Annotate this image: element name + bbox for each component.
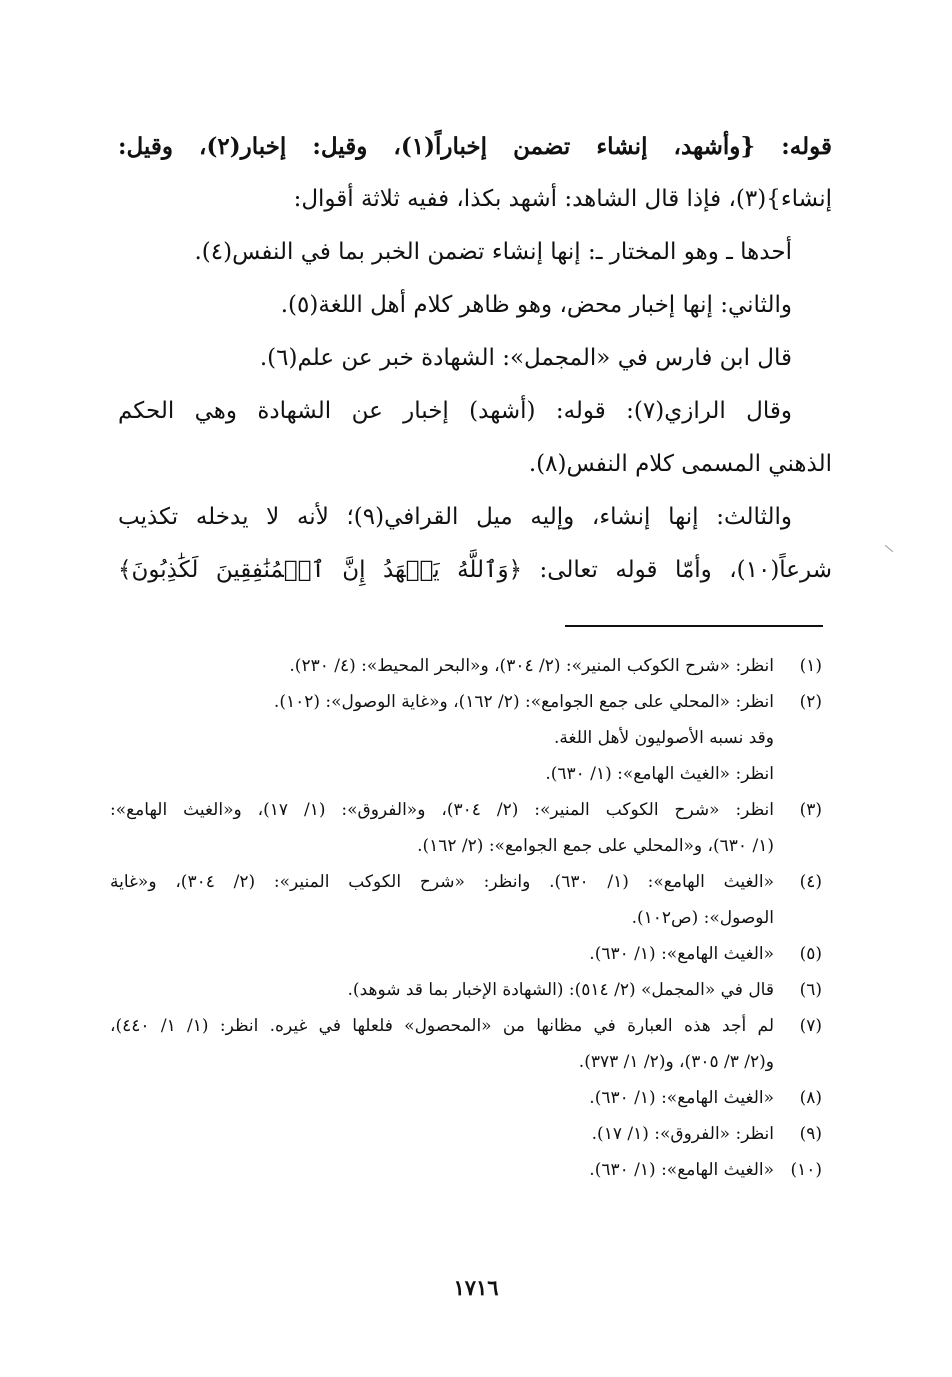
footnote-separator xyxy=(565,625,823,627)
footnote-item xyxy=(110,684,822,792)
footnote-number: (١٠) xyxy=(790,1160,822,1180)
footnote-text: قال في «المجمل» (٢/ ٥١٤): (الشهادة الإخبار بما قد شوهد). xyxy=(347,980,774,1000)
footnote-number: (٧) xyxy=(799,1016,822,1036)
footnote-number: (٩) xyxy=(799,1124,822,1144)
footnote-text: و(٢/ ٣/ ٣٠٥)، و(٢/ ١/ ٣٧٣). xyxy=(578,1052,774,1072)
text-line: والثالث: إنها إنشاء، وإليه ميل القرافي(٩)؛ لأنه لا يدخله تكذيب xyxy=(118,504,793,530)
text-line: أحدها ـ وهو المختار ـ: إنها إنشاء تضمن الخبر بما في النفس(٤). xyxy=(194,239,792,265)
footnote-text: «الغيث الهامع»: (١/ ٦٣٠). xyxy=(589,944,774,964)
footnote-number: (٦) xyxy=(799,980,822,1000)
footnote-item xyxy=(110,1008,822,1080)
footnote-number: (٣) xyxy=(799,800,822,820)
footnote-number: (٢) xyxy=(799,692,822,712)
footnote-text: انظر: «الفروق»: (١/ ١٧). xyxy=(591,1124,774,1144)
text-line: والثاني: إنها إخبار محض، وهو ظاهر كلام أهل اللغة(٥). xyxy=(280,292,792,318)
text-line: وقال الرازي(٧): قوله: (أشهد) إخبار عن الشهادة وهي الحكم xyxy=(118,398,792,424)
footnote-item xyxy=(110,792,822,864)
footnote-number: (٤) xyxy=(799,872,822,892)
footnote-number: (٥) xyxy=(799,944,822,964)
text-line: إنشاء}(٣)، فإذا قال الشاهد: أشهد بكذا، ففيه ثلاثة أقوال: xyxy=(293,186,832,212)
page-number: ١٧١٦ xyxy=(453,1275,499,1300)
footnotes xyxy=(110,648,822,1188)
footnote-text: انظر: «الغيث الهامع»: (١/ ٦٣٠). xyxy=(545,764,774,784)
text-line: شرعاً(١٠)، وأمّا قوله تعالى: ﴿وَٱللَّهُ يَشۡهَدُ إِنَّ ٱلۡمُنَٰفِقِينَ لَكَٰذِبُونَ﴾ xyxy=(118,557,832,583)
text-line: قوله: {وأشهد، إنشاء تضمن إخباراً(١)، وقيل: إخبار(٢)، وقيل: xyxy=(118,133,832,160)
text-line: الذهني المسمى كلام النفس(٨). xyxy=(528,451,832,477)
footnote-text: «الغيث الهامع»: (١/ ٦٣٠). xyxy=(589,1160,774,1180)
footnote-item xyxy=(110,936,822,972)
footnote-text: «الغيث الهامع»: (١/ ٦٣٠). xyxy=(589,1088,774,1108)
footnote-text: انظر: «شرح الكوكب المنير»: (٢/ ٣٠٤)، و«البحر المحيط»: (٤/ ٢٣٠). xyxy=(289,656,774,676)
footnote-text: وقد نسبه الأصوليون لأهل اللغة. xyxy=(553,728,774,748)
footnote-number: (٨) xyxy=(799,1088,822,1108)
footnote-item xyxy=(110,972,822,1008)
footnote-number: (١) xyxy=(799,656,822,676)
footnote-item xyxy=(110,1080,822,1116)
footnote-item xyxy=(110,648,822,684)
footnote-text: «الغيث الهامع»: (١/ ٦٣٠). وانظر: «شرح الكوكب المنير»: (٢/ ٣٠٤)، و«غاية xyxy=(110,872,774,892)
footnote-text: انظر: «شرح الكوكب المنير»: (٢/ ٣٠٤)، و«الفروق»: (١/ ١٧)، و«الغيث الهامع»: xyxy=(110,800,774,820)
text-line: قال ابن فارس في «المجمل»: الشهادة خبر عن علم(٦). xyxy=(259,345,792,371)
footnote-item xyxy=(110,1116,822,1152)
footnote-text: (١/ ٦٣٠)، و«المحلي على جمع الجوامع»: (٢/ ١٦٢). xyxy=(417,836,774,856)
footnote-text: انظر: «المحلي على جمع الجوامع»: (٢/ ١٦٢)، و«غاية الوصول»: (١٠٢). xyxy=(273,692,774,712)
footnote-item xyxy=(110,864,822,936)
main-text xyxy=(118,120,832,597)
scan-mark xyxy=(885,545,893,552)
footnote-text: الوصول»: (ص١٠٢). xyxy=(631,908,774,928)
footnote-item xyxy=(110,1152,822,1188)
footnote-text: لم أجد هذه العبارة في مظانها من «المحصول» فلعلها في غيره. انظر: (١/ ١/ ٤٤٠)، xyxy=(110,1016,774,1036)
